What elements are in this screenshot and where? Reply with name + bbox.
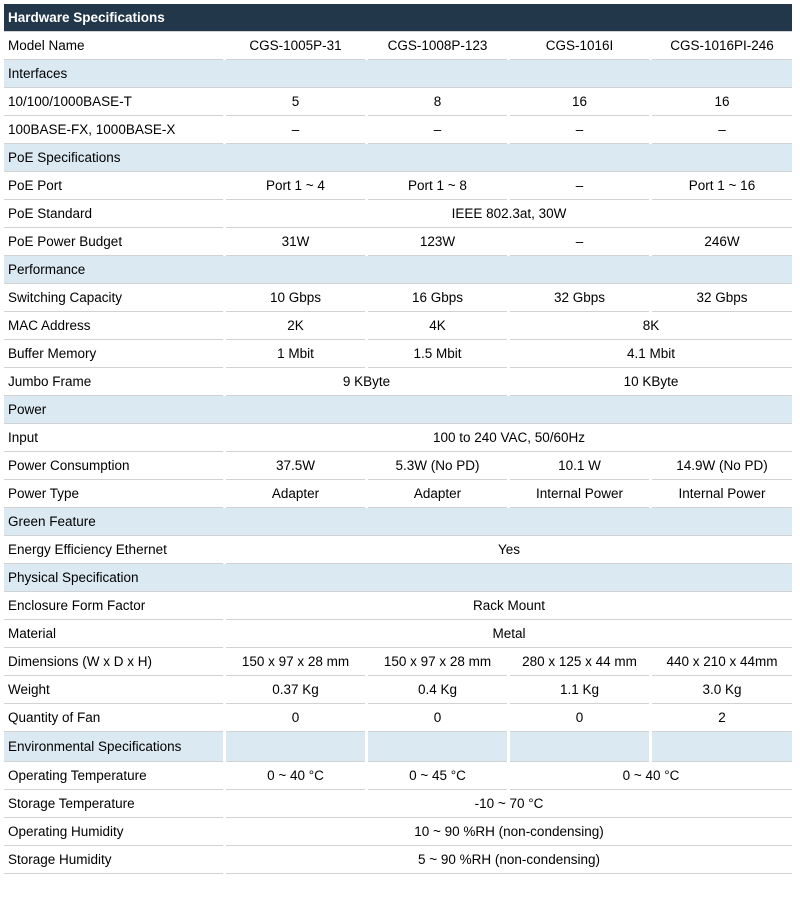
table-row <box>4 648 792 676</box>
table-row <box>4 284 792 312</box>
section-header-spacer-cell <box>226 732 365 762</box>
row-label: PoE Standard <box>4 200 223 228</box>
table-row <box>4 32 792 60</box>
spec-value-cell: Internal Power <box>510 480 649 508</box>
spec-value-cell: 1.1 Kg <box>510 676 649 704</box>
spec-value-cell: Adapter <box>368 480 507 508</box>
row-label: PoE Port <box>4 172 223 200</box>
table-row <box>4 172 792 200</box>
spec-value-cell: 37.5W <box>226 452 365 480</box>
table-row <box>4 368 792 396</box>
spec-value-cell: CGS-1016I <box>510 32 649 60</box>
table-row <box>4 846 792 874</box>
table-row <box>4 88 792 116</box>
spec-value-cell: 440 x 210 x 44mm <box>652 648 792 676</box>
spec-value-cell: 150 x 97 x 28 mm <box>226 648 365 676</box>
spec-value-cell: 5 ~ 90 %RH (non-condensing) <box>226 846 792 874</box>
table-row <box>4 704 792 732</box>
table-row <box>4 480 792 508</box>
spec-value-cell: – <box>510 228 649 256</box>
spec-table-body <box>4 4 792 874</box>
spec-value-cell: 0 <box>510 704 649 732</box>
spec-value-cell: 5.3W (No PD) <box>368 452 507 480</box>
spec-value-cell: -10 ~ 70 °C <box>226 790 792 818</box>
section-header: PoE Specifications <box>4 144 792 172</box>
row-label: Energy Efficiency Ethernet <box>4 536 223 564</box>
table-row <box>4 790 792 818</box>
section-header-row <box>4 396 792 424</box>
spec-value-cell: – <box>652 116 792 144</box>
section-header-spacer-cell <box>652 732 792 762</box>
spec-value-cell: 0.37 Kg <box>226 676 365 704</box>
row-label: Quantity of Fan <box>4 704 223 732</box>
row-label: Weight <box>4 676 223 704</box>
table-row <box>4 536 792 564</box>
section-header-row <box>4 508 792 536</box>
table-row <box>4 762 792 790</box>
spec-value-cell: Yes <box>226 536 792 564</box>
row-label: Enclosure Form Factor <box>4 592 223 620</box>
section-header-row <box>4 732 792 762</box>
spec-value-cell: 32 Gbps <box>652 284 792 312</box>
spec-value-cell: Port 1 ~ 16 <box>652 172 792 200</box>
spec-value-cell: 150 x 97 x 28 mm <box>368 648 507 676</box>
spec-value-cell: 280 x 125 x 44 mm <box>510 648 649 676</box>
section-header: Interfaces <box>4 60 792 88</box>
spec-value-cell: – <box>510 172 649 200</box>
spec-value-cell: CGS-1005P-31 <box>226 32 365 60</box>
row-label: Power Type <box>4 480 223 508</box>
section-header: Environmental Specifications <box>4 732 223 762</box>
table-row <box>4 452 792 480</box>
row-label: Power Consumption <box>4 452 223 480</box>
spec-value-cell: Rack Mount <box>226 592 792 620</box>
spec-value-cell: 4K <box>368 312 507 340</box>
spec-value-cell: 16 Gbps <box>368 284 507 312</box>
spec-value-cell: 10 Gbps <box>226 284 365 312</box>
spec-value-cell: 0 ~ 45 °C <box>368 762 507 790</box>
spec-value-cell: 0 <box>368 704 507 732</box>
row-label: Jumbo Frame <box>4 368 223 396</box>
section-header-row <box>4 564 792 592</box>
spec-value-cell: IEEE 802.3at, 30W <box>226 200 792 228</box>
section-header-row <box>4 256 792 284</box>
row-label: 10/100/1000BASE-T <box>4 88 223 116</box>
spec-value-cell: Port 1 ~ 4 <box>226 172 365 200</box>
spec-value-cell: 9 KByte <box>226 368 507 396</box>
row-label: 100BASE-FX, 1000BASE-X <box>4 116 223 144</box>
section-header: Power <box>4 396 792 424</box>
table-row <box>4 116 792 144</box>
spec-value-cell: 100 to 240 VAC, 50/60Hz <box>226 424 792 452</box>
spec-value-cell: 3.0 Kg <box>652 676 792 704</box>
row-label: Storage Temperature <box>4 790 223 818</box>
spec-value-cell: 1 Mbit <box>226 340 365 368</box>
row-label: MAC Address <box>4 312 223 340</box>
spec-value-cell: 10 ~ 90 %RH (non-condensing) <box>226 818 792 846</box>
section-header-row <box>4 144 792 172</box>
spec-value-cell: 0 ~ 40 °C <box>510 762 792 790</box>
table-row <box>4 200 792 228</box>
spec-value-cell: CGS-1016PI-246 <box>652 32 792 60</box>
spec-value-cell: – <box>510 116 649 144</box>
row-label: Storage Humidity <box>4 846 223 874</box>
spec-value-cell: Port 1 ~ 8 <box>368 172 507 200</box>
spec-value-cell: 5 <box>226 88 365 116</box>
row-label: PoE Power Budget <box>4 228 223 256</box>
spec-value-cell: 246W <box>652 228 792 256</box>
section-header: Performance <box>4 256 792 284</box>
spec-value-cell: – <box>368 116 507 144</box>
section-header: Green Feature <box>4 508 792 536</box>
section-header-row <box>4 60 792 88</box>
table-row <box>4 312 792 340</box>
section-header-spacer-cell <box>368 732 507 762</box>
row-label: Operating Humidity <box>4 818 223 846</box>
spec-value-cell: Adapter <box>226 480 365 508</box>
spec-value-cell: 0 <box>226 704 365 732</box>
table-row <box>4 818 792 846</box>
spec-value-cell: 123W <box>368 228 507 256</box>
spec-value-cell: 32 Gbps <box>510 284 649 312</box>
spec-value-cell: 8K <box>510 312 792 340</box>
table-row <box>4 592 792 620</box>
section-header-spacer-cell <box>510 732 649 762</box>
spec-value-cell: 16 <box>510 88 649 116</box>
spec-value-cell: 31W <box>226 228 365 256</box>
spec-value-cell: 10 KByte <box>510 368 792 396</box>
spec-value-cell: 1.5 Mbit <box>368 340 507 368</box>
table-row <box>4 620 792 648</box>
spec-value-cell: CGS-1008P-123 <box>368 32 507 60</box>
table-row <box>4 228 792 256</box>
spec-value-cell: 2 <box>652 704 792 732</box>
row-label: Model Name <box>4 32 223 60</box>
spec-value-cell: 4.1 Mbit <box>510 340 792 368</box>
spec-value-cell: 2K <box>226 312 365 340</box>
table-title-row <box>4 4 792 32</box>
spec-value-cell: 0.4 Kg <box>368 676 507 704</box>
table-row <box>4 340 792 368</box>
section-header: Physical Specification <box>4 564 792 592</box>
spec-value-cell: 16 <box>652 88 792 116</box>
spec-value-cell: Metal <box>226 620 792 648</box>
row-label: Input <box>4 424 223 452</box>
table-row <box>4 424 792 452</box>
spec-value-cell: 0 ~ 40 °C <box>226 762 365 790</box>
row-label: Switching Capacity <box>4 284 223 312</box>
spec-value-cell: 10.1 W <box>510 452 649 480</box>
spec-value-cell: Internal Power <box>652 480 792 508</box>
row-label: Operating Temperature <box>4 762 223 790</box>
row-label: Buffer Memory <box>4 340 223 368</box>
row-label: Dimensions (W x D x H) <box>4 648 223 676</box>
hardware-specifications-table <box>1 4 795 874</box>
spec-value-cell: 14.9W (No PD) <box>652 452 792 480</box>
table-title: Hardware Specifications <box>4 4 792 32</box>
spec-value-cell: – <box>226 116 365 144</box>
row-label: Material <box>4 620 223 648</box>
table-row <box>4 676 792 704</box>
spec-value-cell: 8 <box>368 88 507 116</box>
